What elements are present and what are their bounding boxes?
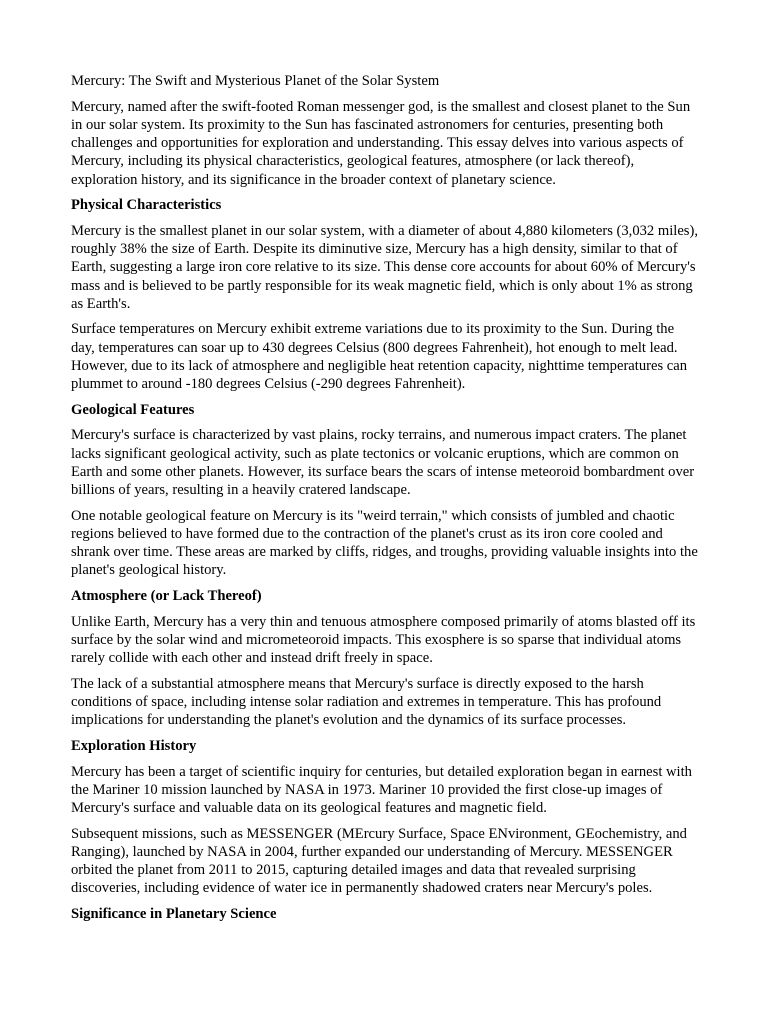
section-heading: Geological Features (71, 401, 195, 418)
section-paragraph: Mercury's surface is characterized by vast plains, rocky terrains, and numerous impact craters. The planet lacks significant geological activity, such as plate tectonics or volcanic eruptions, which are common on Earth and some other planets. However, its surface bears the scars of intense meteoroid bombardment over billions of years, resulting in a heavily cratered landscape. (71, 427, 695, 499)
document-page (71, 72, 699, 931)
section-paragraph: The lack of a substantial atmosphere means that Mercury's surface is directly exposed to the harsh conditions of space, including intense solar radiation and extremes in temperature. This has profound implications for understanding the planet's evolution and the dynamics of its surface processes. (71, 675, 662, 729)
section-paragraph: One notable geological feature on Mercury is its "weird terrain," which consists of jumbled and chaotic regions believed to have formed due to the contraction of the planet's crust as its iron core cooled and shrank over time. These areas are marked by cliffs, ridges, and troughs, providing valuable insights into the planet's geological history. (71, 507, 698, 579)
section-heading: Physical Characteristics (71, 197, 222, 214)
section-paragraph: Unlike Earth, Mercury has a very thin and tenuous atmosphere composed primarily of atoms blasted off its surface by the solar wind and micrometeoroid impacts. This exosphere is so sparse that individual atoms rarely collide with each other and instead drift freely in space. (71, 613, 696, 667)
section-geological-features (71, 401, 699, 580)
section-exploration-history (71, 737, 699, 898)
intro-paragraph: Mercury, named after the swift-footed Roman messenger god, is the smallest and closest planet to the Sun in our solar system. Its proximity to the Sun has fascinated astronomers for centuries, presenting both challenges and opportunities for exploration and understanding. This essay delves into various aspects of Mercury, including its physical characteristics, geological features, atmosphere (or lack thereof), exploration history, and its significance in the broader context of planetary science. (71, 98, 691, 188)
section-paragraph: Subsequent missions, such as MESSENGER (MErcury Surface, Space ENvironment, GEochemistry, and Ranging), launched by NASA in 2004, further expanded our understanding of Mercury. MESSENGER orbited the planet from 2011 to 2015, capturing detailed images and data that revealed surprising discoveries, including evidence of water ice in permanently shadowed craters near Mercury's poles. (71, 825, 687, 897)
section-paragraph: Mercury is the smallest planet in our solar system, with a diameter of about 4,880 kilometers (3,032 miles), roughly 38% the size of Earth. Despite its diminutive size, Mercury has a high density, similar to that of Earth, suggesting a large iron core relative to its size. This dense core accounts for about 60% of Mercury's mass and is believed to be partly responsible for its weak magnetic field, which is only about 1% as strong as Earth's. (71, 222, 698, 312)
section-physical-characteristics (71, 196, 699, 393)
section-significance (71, 905, 699, 923)
section-heading: Significance in Planetary Science (71, 906, 277, 923)
section-paragraph: Mercury has been a target of scientific inquiry for centuries, but detailed exploration began in earnest with the Mariner 10 mission launched by NASA in 1973. Mariner 10 provided the first close-up images of Mercury's surface and valuable data on its geological features and magnetic field. (71, 763, 692, 817)
section-atmosphere (71, 587, 699, 729)
section-heading: Atmosphere (or Lack Thereof) (71, 588, 262, 605)
section-paragraph: Surface temperatures on Mercury exhibit extreme variations due to its proximity to the Sun. During the day, temperatures can soar up to 430 degrees Celsius (800 degrees Fahrenheit), hot enough to melt lead. However, due to its lack of atmosphere and negligible heat retention capacity, nighttime temperatures can plummet to around -180 degrees Celsius (-290 degrees Fahrenheit). (71, 321, 688, 393)
section-heading: Exploration History (71, 738, 197, 754)
document-title: Mercury: The Swift and Mysterious Planet of the Solar System (71, 73, 440, 89)
